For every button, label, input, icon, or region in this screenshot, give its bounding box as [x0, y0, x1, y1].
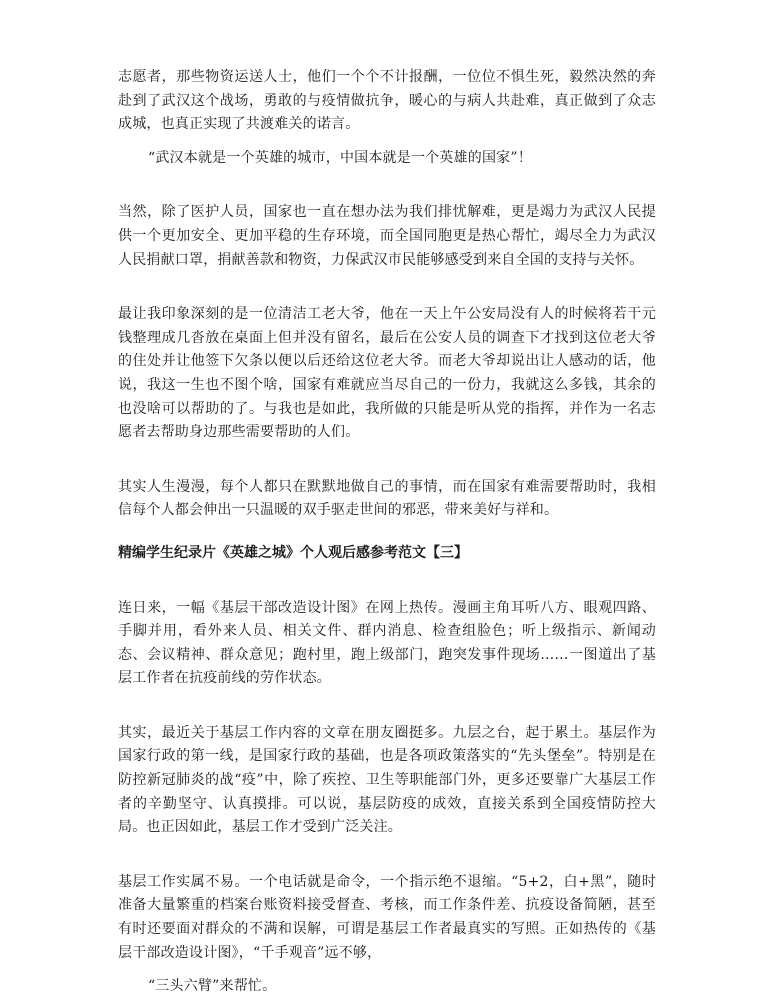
paragraph-cadre-design: 连日来，一幅《基层干部改造设计图》在网上热传。漫画主角耳听八方、眼观四路、手脚并用，看外来人员、相关文件、群内消息、检查组脸色；听上级指示、新闻动态、会议精神、群众意见；跑村里，跑上级部门，跑突发事件现场……一图道出了基层工作者在抗疫前线的劳作状态。 — [118, 599, 656, 687]
paragraph-cleaner-story: 最让我印象深刻的是一位清洁工老大爷，他在一天上午公安局没有人的时候将若干元钱整理成几沓放在桌面上但并没有留名，最后在公安人员的调查下才找到这位老大爷的住处并让他签下欠条以便以后还给这位老大爷。而老大爷却说出让人感动的话，他说，我这一生也不图个啥，国家有难就应当尽自己的一份力，我就这么多钱，其余的也没啥可以帮助的了。与我也是如此，我所做的只能是听从党的指挥，并作为一名志愿者去帮助身边那些需要帮助的人们。 — [118, 306, 656, 441]
paragraph-volunteers: 志愿者，那些物资运送人士，他们一个个不计报酬，一位位不惧生死，毅然决然的奔赴到了武汉这个战场，勇敢的与疫情做抗争，暖心的与病人共赴难，真正做到了众志成城，也真正实现了共渡难关的诺言。 — [118, 69, 656, 133]
document-page — [118, 66, 656, 999]
paragraph-grassroots-hardship: 基层工作实属不易。一个电话就是命令，一个指示绝不退缩。“5+2，白+黑”，随时准备大量繁重的档案台账资料接受督查、考核，而工作条件差、抗疫设备简陋，甚至有时还要面对群众的不满和误解，可谓是基层工作者最真实的写照。正如热传的《基层干部改造设计图》，“千手观音”远不够， — [118, 873, 656, 961]
section-heading: 精编学生纪录片《英雄之城》个人观后感参考范文【三】 — [118, 544, 468, 561]
paragraph-grassroots-role: 其实，最近关于基层工作内容的文章在朋友圈挺多。九层之台，起于累土。基层作为国家行政的第一线，是国家行政的基础，也是各项政策落实的“先头堡垒”。特别是在防控新冠肺炎的战“疫”中，除了疾控、卫生等职能部门外，更多还要靠广大基层工作者的辛勤坚守、认真摸排。可以说，基层防疫的成效，直接关系到全国疫情防控大局。也正因如此，基层工作才受到广泛关注。 — [118, 724, 656, 836]
paragraph-national-support: 当然，除了医护人员，国家也一直在想办法为我们排忧解难，更是竭力为武汉人民提供一个更加安全、更加平稳的生存环境，而全国同胞更是热心帮忙，竭尽全力为武汉人民捐献口罩，捐献善款和物资，力保武汉市民能够感受到来自全国的支持与关怀。 — [118, 204, 656, 268]
quote-heroic-city: “武汉本就是一个英雄的城市，中国本就是一个英雄的国家”！ — [148, 149, 532, 166]
paragraph-life-reflection: 其实人生漫漫，每个人都只在默默地做自己的事情，而在国家有难需要帮助时，我相信每个人都会伸出一只温暖的双手驱走世间的邪恶，带来美好与祥和。 — [118, 478, 656, 519]
quote-three-heads: “三头六臂”来帮忙。 — [148, 978, 277, 995]
